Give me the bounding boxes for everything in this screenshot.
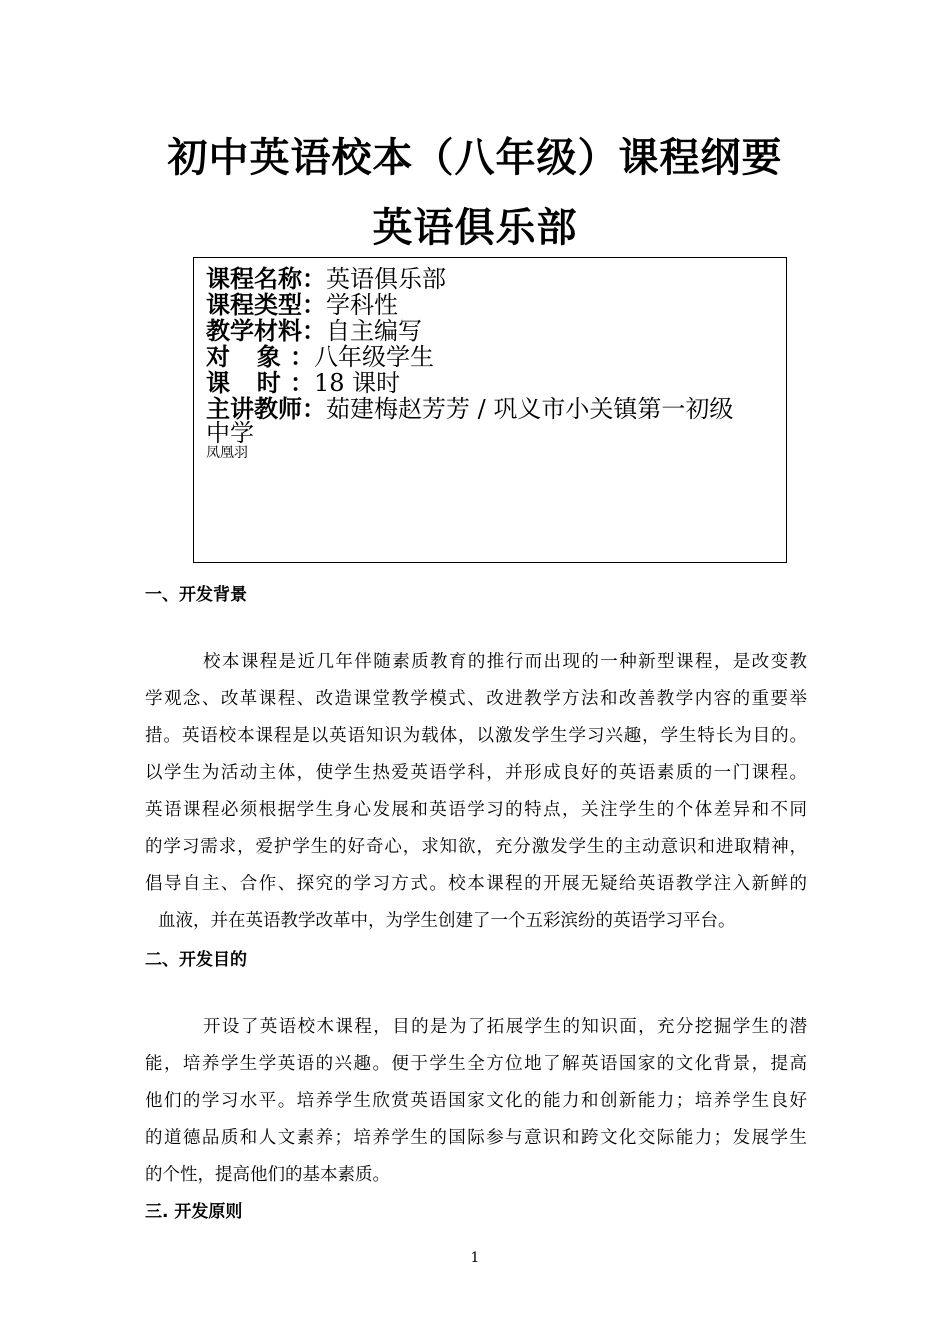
note-text: 凤凰羽 bbox=[206, 445, 248, 461]
materials-row bbox=[206, 318, 422, 345]
hours-row bbox=[206, 370, 400, 397]
background-line: 以学生为活动主体，使学生热爱英语学科，并形成良好的英语素质的一门课程。 bbox=[145, 763, 807, 783]
hours-value: 18 课时 bbox=[314, 369, 401, 397]
page-number: 1 bbox=[470, 1250, 480, 1266]
audience-label-b: 象： bbox=[256, 343, 315, 371]
background-line: 学观念、改革课程、改造课堂教学模式、改进教学方法和改善教学内容的重要举 bbox=[145, 689, 807, 709]
course-type-row bbox=[206, 292, 398, 319]
page-subtitle: 英语俱乐部 bbox=[372, 205, 578, 251]
purpose-line: 的个性，提高他们的基本素质。 bbox=[145, 1165, 390, 1185]
hours-label-b: 时： bbox=[256, 369, 315, 397]
teacher-value-cont: 中学 bbox=[206, 419, 254, 447]
audience-value: 八年级学生 bbox=[314, 343, 434, 371]
hours-label bbox=[206, 370, 314, 396]
audience-label-a: 对 bbox=[206, 343, 240, 371]
background-line: 的学习需求，爱护学生的好奇心，求知欲，充分激发学生的主动意识和进取精神， bbox=[145, 837, 807, 857]
background-line: 血液，并在英语教学改革中，为学生创建了一个五彩滨纷的英语学习平台。 bbox=[158, 911, 736, 931]
purpose-line: 开设了英语校木课程，目的是为了拓展学生的知识面，充分挖掘学生的潜 bbox=[203, 1017, 807, 1037]
course-name-label: 课程名称： bbox=[206, 265, 326, 293]
background-line: 倡导自主、合作、探究的学习方式。校本课程的开展无疑给英语教学注入新鲜的 bbox=[145, 874, 807, 894]
background-line: 英语课程必须根据学生身心发展和英语学习的特点，关注学生的个体差异和不同 bbox=[145, 800, 807, 820]
background-line: 措。英语校本课程是以英语知识为载体，以激发学生学习兴趣，学生特长为目的。 bbox=[145, 726, 807, 746]
section-heading-principles: 三. 开发原则 bbox=[145, 1202, 243, 1222]
teacher-value: 茹建梅赵芳芳 / 巩义市小关镇第一初级 bbox=[326, 395, 734, 423]
purpose-line: 他们的学习水平。培养学生欣赏英语国家文化的能力和创新能力；培养学生良好 bbox=[145, 1091, 807, 1111]
teacher-row bbox=[206, 396, 733, 423]
purpose-line: 的道德品质和人文素养；培养学生的国际参与意识和跨文化交际能力；发展学生 bbox=[145, 1128, 807, 1148]
materials-label: 教学材料： bbox=[206, 317, 326, 345]
course-name-row bbox=[206, 266, 446, 293]
course-type-label: 课程类型： bbox=[206, 291, 326, 319]
section-heading-purpose: 二、开发目的 bbox=[145, 950, 247, 970]
purpose-line: 能，培养学生学英语的兴趣。便于学生全方位地了解英语国家的文化背景，提高 bbox=[145, 1054, 807, 1074]
audience-label bbox=[206, 344, 314, 370]
materials-value: 自主编写 bbox=[326, 317, 422, 345]
hours-label-a: 课 bbox=[206, 369, 240, 397]
course-type-value: 学科性 bbox=[326, 291, 398, 319]
page-title: 初中英语校本（八年级）课程纲要 bbox=[167, 135, 783, 181]
course-info-box bbox=[193, 257, 787, 563]
background-line: 校本课程是近几年伴随素质教育的推行而出现的一种新型课程，是改变教 bbox=[203, 652, 807, 672]
course-name-value: 英语俱乐部 bbox=[326, 265, 446, 293]
teacher-label: 主讲教师： bbox=[206, 395, 326, 423]
audience-row bbox=[206, 344, 434, 371]
section-heading-background: 一、开发背景 bbox=[145, 585, 247, 605]
